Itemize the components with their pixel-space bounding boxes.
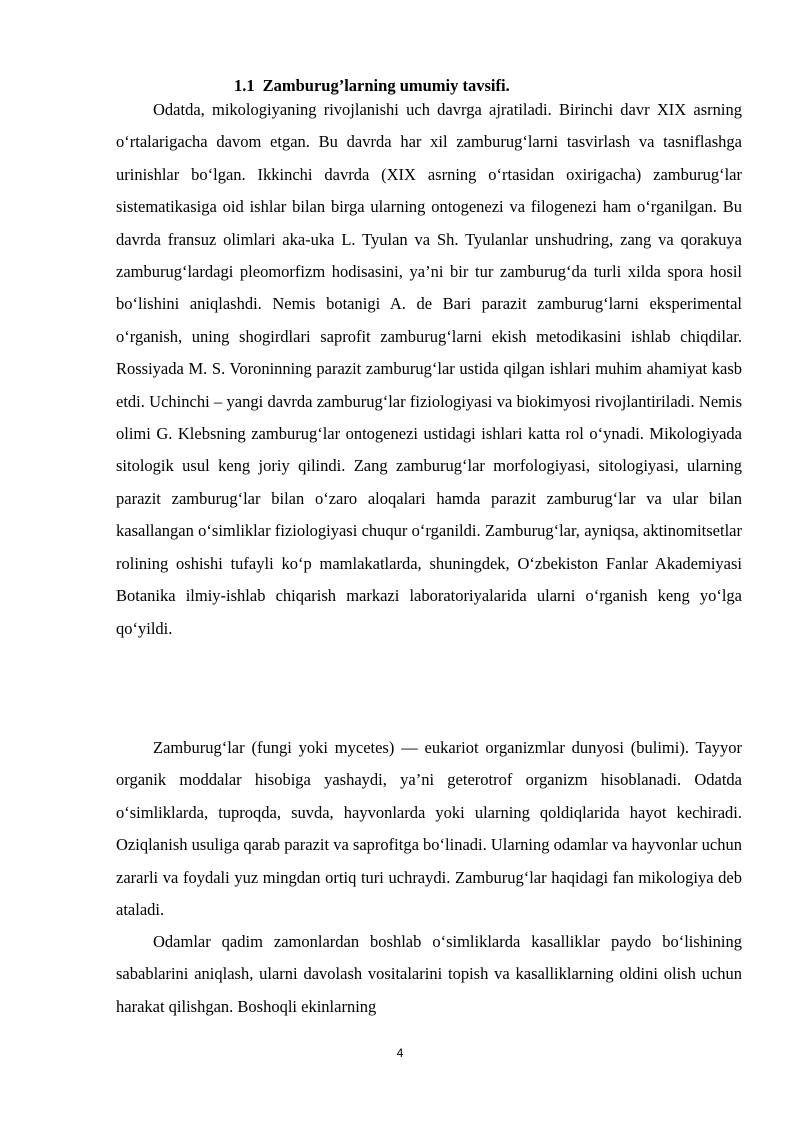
paragraph-history: Odatda, mikologiyaning rivojlanishi uch davrga ajratiladi. Birinchi davr XIX asrning oʻrtalarigacha davom etgan. Bu davrda har xil zamburugʻlarni tasvirlash va tasniflashga urinishlar boʻlgan. Ikkinchi davrda (XIX asrning oʻrtasidan oxirigacha) zamburugʻlar sistematikasiga oid ishlar bilan birga ularning ontogenezi va filogenezi ham oʻrganilgan. Bu davrda fransuz olimlari aka-uka L. Tyulan va Sh. Tyulanlar unshudring, zang va qorakuya zamburugʻlardagi pleomorfizm hodisasini, ya’ni bir tur zamburugʻda turli xilda spora hosil boʻlishini aniqlashdi. Nemis botanigi A. de Bari parazit zamburugʻlarni eksperimental oʻrganish, uning shogirdlari saprofit zamburugʻlarni ekish metodikasini ishlab chiqdilar. Rossiyada M. S. Voroninning parazit zamburugʻlar ustida qilgan ishlari muhim ahamiyat kasb etdi. Uchinchi – yangi davrda zamburugʻlar fiziologiyasi va biokimyosi rivojlantiriladi. Nemis olimi G. Klebsning zamburugʻlar ontogenezi ustidagi ishlari katta rol oʻynadi. Mikologiyada sitologik usul keng joriy qilindi. Zang zamburugʻlar morfologiyasi, sitologiyasi, ularning parazit zamburugʻlar bilan oʻzaro aloqalari hamda parazit zamburugʻlar va ular bilan kasallangan oʻsimliklar fiziologiyasi chuqur oʻrganildi. Zamburugʻlar, ayniqsa, aktinomitsetlar rolining oshishi tufayli koʻp mamlakatlarda, shuningdek, Oʻzbekiston Fanlar Akademiyasi Botanika ilmiy-ishlab chiqarish markazi laboratoriyalarida ularni oʻrganish keng yoʻlga qoʻyildi. xyxy=(116,100,742,638)
section-heading xyxy=(234,76,510,96)
section-title: Zamburug’larning umumiy tavsifi. xyxy=(262,76,510,95)
paragraph-diseases: Odamlar qadim zamonlardan boshlab oʻsimliklarda kasalliklar paydo boʻlishining sabablarini aniqlash, ularni davolash vositalarini topish va kasalliklarning oldini olish uchun harakat qilishgan. Boshoqli ekinlarning xyxy=(116,932,742,1016)
page-number: 4 xyxy=(396,1046,404,1060)
paragraph-definition: Zamburugʻlar (fungi yoki mycetes) — eukariot organizmlar dunyosi (bulimi). Tayyor organik moddalar hisobiga yashaydi, ya’ni geterotrof organizm hisoblanadi. Odatda oʻsimliklarda, tuproqda, suvda, hayvonlarda yoki ularning qoldiqlarida hayot kechiradi. Oziqlanish usuliga qarab parazit va saprofitga boʻlinadi. Ularning odamlar va hayvonlar uchun zararli va foydali yuz mingdan ortiq turi uchraydi. Zamburugʻlar haqidagi fan mikologiya deb ataladi. xyxy=(116,738,742,920)
section-number: 1.1 xyxy=(234,76,255,95)
